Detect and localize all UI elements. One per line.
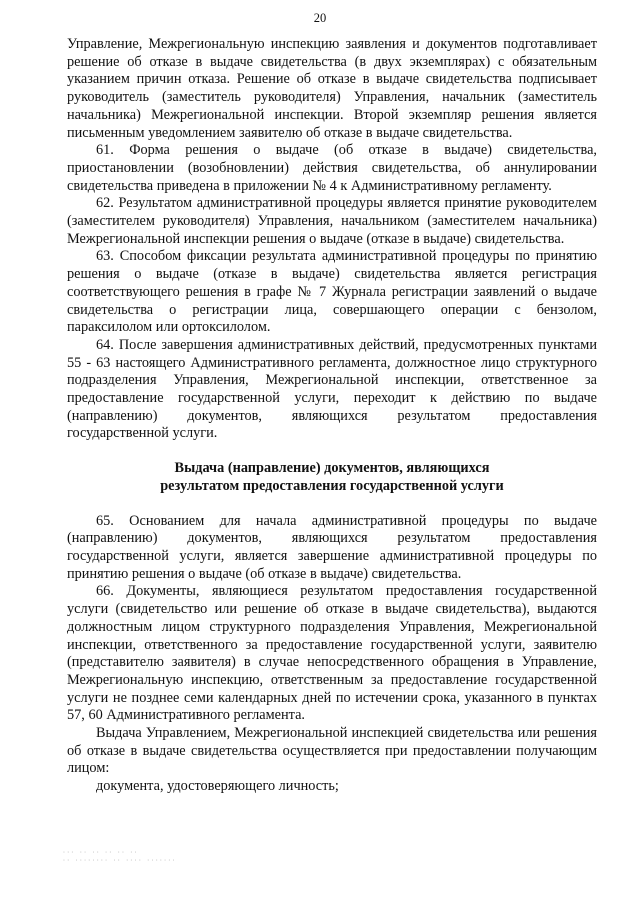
paragraph-64: 64. После завершения административных действий, предусмотренных пунктами 55 - 63 настоящего Административного регламента, должностное лицо структурного подразделения Управления, Межрегиональной инспекции, ответственное за предоставление государственной услуги, переходит к действию по выдаче (направлению) документов, являющихся результатом предоставления государственной услуги. — [67, 336, 597, 442]
page-number: 20 — [313, 11, 327, 25]
paragraph-issuance: Выдача Управлением, Межрегиональной инспекцией свидетельства или решения об отказе в выдаче свидетельства осуществляется при предоставлении получающим лицом: — [67, 725, 597, 777]
paragraph-66: 66. Документы, являющиеся результатом предоставления государственной услуги (свидетельство или решение об отказе в выдаче свидетельства), выдаются должностным лицом структурного подразделения Управления, Межрегиональной инспекции, ответственного за предоставление государственной услуги, заявителю (представителю заявителя) в случае непосредственного обращения в Управление, Межрегиональную инспекцию, ответственным за предоставление государственной услуги не позднее семи календарных дней по истечении срока, указанного в пунктах 57, 60 Административного регламента. — [67, 583, 597, 724]
section-heading — [67, 460, 597, 495]
section-heading-line-2: результатом предоставления государственной услуги — [160, 477, 504, 494]
spacer — [67, 443, 597, 460]
paragraph-61: 61. Форма решения о выдаче (об отказе в выдаче) свидетельства, приостановлении (возобновлении) действия свидетельства, об аннулировании свидетельства приведена в приложении № 4 к Административному регламенту. — [67, 142, 597, 194]
document-body — [67, 36, 597, 796]
spacer — [67, 496, 597, 513]
section-heading-line-1: Выдача (направление) документов, являющихся — [174, 460, 490, 477]
paragraph-63: 63. Способом фиксации результата административной процедуры по принятию решения о выдаче (отказе в выдаче) свидетельства является регистрация соответствующего решения в графе № 7 Журнала регистрации заявлений о выдаче свидетельства о регистрации лица, совершающего операции с бензолом, параксилолом или ортоксилолом. — [67, 248, 597, 336]
paragraph-65: 65. Основанием для начала административной процедуры по выдаче (направлению) документов, являющихся результатом предоставления государственной услуги, является завершение административной процедуры по принятию решения о выдаче (об отказе в выдаче) свидетельства. — [67, 512, 597, 582]
faint-scan-stamp: ··· ·· ·· ·· ·· ·· ·· ········ ·· ···· ······· — [62, 848, 176, 864]
paragraph-continuation: Управление, Межрегиональную инспекцию заявления и документов подготавливает решение об отказе в выдаче свидетельства (в двух экземплярах) с обязательным указанием причин отказа. Решение об отказе в выдаче свидетельства подписывает руководитель (заместитель руководителя) Управления, начальник (заместитель начальника) Межрегиональной инспекции. Второй экземпляр решения является письменным уведомлением заявителю об отказе в выдаче свидетельства. — [67, 36, 597, 141]
paragraph-62: 62. Результатом административной процедуры является принятие руководителем (заместителем руководителя) Управления, начальником (заместителем начальника) Межрегиональной инспекции решения о выдаче (отказе в выдаче) свидетельства. — [67, 195, 597, 247]
paragraph-identity-document: документа, удостоверяющего личность; — [96, 778, 339, 795]
